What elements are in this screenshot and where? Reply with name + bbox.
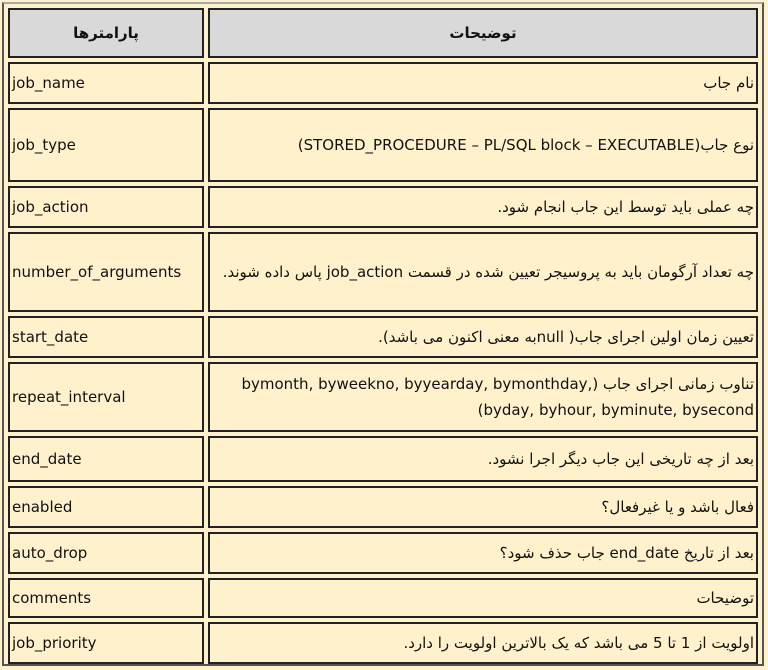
param-description: توضیحات (208, 578, 758, 618)
param-description: بعد از چه تاریخی این جاب دیگر اجرا نشود. (208, 436, 758, 482)
table-row (8, 532, 758, 574)
param-name: number_of_arguments (8, 232, 204, 312)
param-description: تعیین زمان اولین اجرای جاب( nullبه معنی اکنون می باشد). (208, 316, 758, 358)
param-name: auto_drop (8, 532, 204, 574)
table-row (8, 622, 758, 664)
param-description: چه تعداد آرگومان باید به پروسیجر تعیین شده در قسمت job_action پاس داده شوند. (208, 232, 758, 312)
param-name: job_type (8, 108, 204, 182)
param-description: فعال باشد و یا غیرفعال؟ (208, 486, 758, 528)
table-row (8, 486, 758, 528)
param-name: enabled (8, 486, 204, 528)
table-row (8, 108, 758, 182)
table-row (8, 186, 758, 228)
table-row (8, 578, 758, 618)
header-row (8, 8, 758, 58)
header-parameters: پارامترها (8, 8, 204, 58)
param-description: تناوب زمانی اجرای جاب (bymonth, byweekno, byyearday, bymonthday, byday, byhour, byminute, bysecond) (208, 362, 758, 432)
table-row (8, 436, 758, 482)
table-row (8, 316, 758, 358)
param-name: job_name (8, 62, 204, 104)
parameters-table (4, 4, 762, 668)
param-description: چه عملی باید توسط این جاب انجام شود. (208, 186, 758, 228)
param-description: بعد از تاریخ end_date جاب حذف شود؟ (208, 532, 758, 574)
header-description: توضیحات (208, 8, 758, 58)
table-row (8, 62, 758, 104)
table-row (8, 362, 758, 432)
param-name: end_date (8, 436, 204, 482)
table-row (8, 232, 758, 312)
param-name: job_action (8, 186, 204, 228)
param-name: repeat_interval (8, 362, 204, 432)
param-description: اولویت از 1 تا 5 می باشد که یک بالاترین اولویت را دارد. (208, 622, 758, 664)
param-name: comments (8, 578, 204, 618)
param-description: نام جاب (208, 62, 758, 104)
param-name: start_date (8, 316, 204, 358)
param-description: نوع جاب(STORED_PROCEDURE – PL/SQL block – EXECUTABLE) (208, 108, 758, 182)
param-name: job_priority (8, 622, 204, 664)
